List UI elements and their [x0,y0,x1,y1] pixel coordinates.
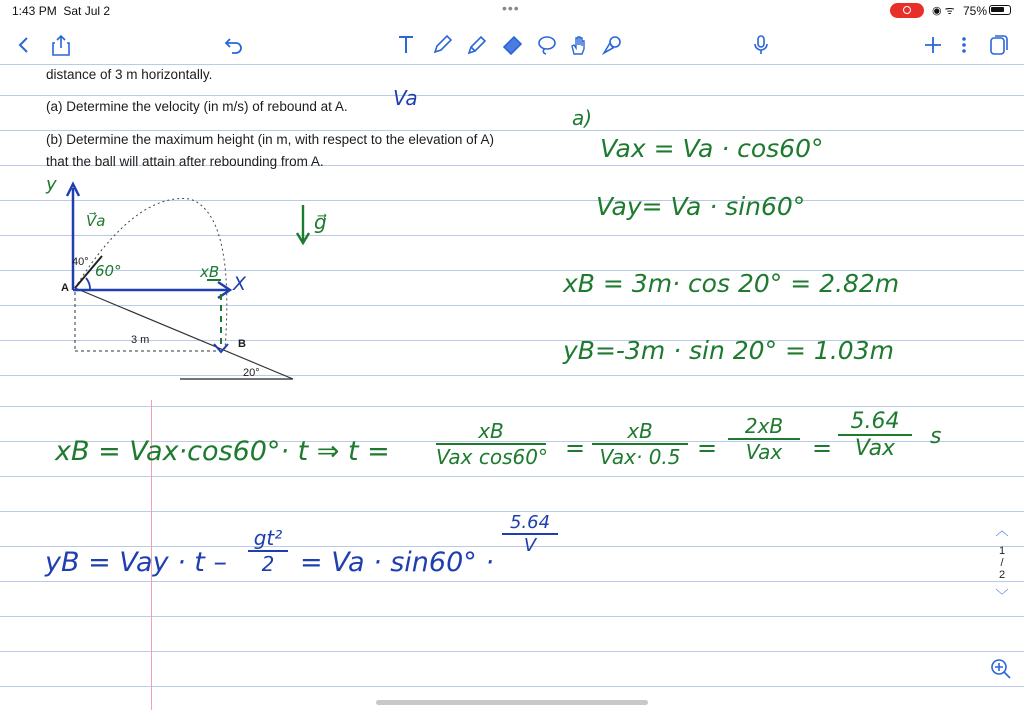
row1-fraction-2: xB Vax· 0.5 [592,419,688,469]
ruled-line [0,651,1024,652]
row2-lhs: yB = Vay · t – [45,547,227,578]
lasso-icon[interactable] [535,28,559,62]
microphone-icon[interactable] [750,28,772,62]
row1-eq1: = [565,434,586,462]
battery-percent: 75% [963,4,988,18]
figure-label-60: 60° [95,262,122,280]
battery-icon [989,5,1011,15]
row1-lhs: xB = Vax·cos60°· t ⇒ t = [55,436,390,467]
page-indicator [988,520,1016,620]
problem-part-b-line1: (b) Determine the maximum height (in m, with respect to the elevation of A) [46,132,494,147]
share-icon[interactable] [50,28,72,62]
ruled-line [0,581,1024,582]
ruled-line [0,64,1024,65]
toolbar [0,28,1024,62]
wifi-icon: ◉ ᯤ [932,5,955,17]
zoom-icon[interactable] [990,658,1012,680]
figure-label-3m: 3 m [131,334,150,346]
figure-label-40: 40° [72,256,89,268]
problem-text-line1: distance of 3 m horizontally. [46,67,213,82]
ruled-line [0,406,1024,407]
hand-icon[interactable] [567,28,591,62]
ruled-line [0,130,1024,131]
row1-fraction-4: 5.64 Vax [838,409,912,461]
more-icon[interactable] [957,28,971,62]
figure-label-B: B [238,338,246,350]
page-up-icon[interactable]: ︿ [995,523,1009,538]
figure-label-A: A [61,282,69,294]
row1-fraction-1: xB Vax cos60° [436,419,548,469]
figure-label-xb: xB [200,263,220,281]
figure-label-va: V⃗a [86,212,106,230]
yb-equation: yB=-3m · sin 20° = 1.03m [563,336,894,365]
home-indicator[interactable] [376,700,648,705]
notebook-page[interactable] [0,64,1024,710]
gravity-arrow-icon [294,203,314,247]
highlighter-icon[interactable] [465,28,489,62]
text-tool-icon[interactable] [395,28,417,62]
row2-fraction-gt: $\frac{\text{gt²}}{2}$ [248,526,288,576]
add-icon[interactable] [922,28,944,62]
row1-fraction-3: 2xB Vax [728,414,800,464]
row1-unit: s [930,424,942,449]
problem-part-b-line2: that the ball will attain after rebounding from A. [46,154,324,169]
vay-equation: Vay= Va · sin60° [596,192,806,221]
undo-icon[interactable] [223,28,245,62]
ruled-line [0,95,1024,96]
ruled-line [0,476,1024,477]
row2-fraction-2: $\frac{5.64}{V}$ [502,512,558,556]
eraser-icon[interactable] [500,28,524,62]
figure-label-x: X [233,273,247,295]
problem-part-a: (a) Determine the velocity (in m/s) of rebound at A. [46,99,348,114]
row2-mid: = Va · sin60° · [300,547,494,578]
figure-label-20: 20° [243,367,260,379]
page-down-icon[interactable]: ﹀ [995,588,1009,603]
page-separator: / [1000,557,1004,569]
part-a-label: a) [572,106,593,130]
screen-record-icon[interactable] [890,3,924,18]
page-total: 2 [998,569,1006,581]
ruled-line [0,616,1024,617]
status-time: 1:43 PM Sat Jul 2 [12,4,111,18]
va-note: Va [393,86,418,110]
page-current: 1 [998,545,1006,557]
pages-icon[interactable] [988,28,1010,62]
pen-icon[interactable] [430,28,454,62]
vax-equation: Vax = Va · cos60° [600,134,824,163]
ruled-line [0,686,1024,687]
xb-equation: xB = 3m· cos 20° = 2.82m [563,269,900,298]
shapes-icon[interactable] [600,28,624,62]
status-bar [0,0,1024,22]
back-icon[interactable] [12,28,34,62]
row1-eq3: = [812,434,833,462]
problem-figure [40,174,310,384]
figure-label-y: y [46,174,57,195]
row1-eq2: = [697,434,718,462]
multitasking-dots-icon[interactable]: ••• [502,0,520,16]
figure-label-g: g⃗ [314,210,327,234]
